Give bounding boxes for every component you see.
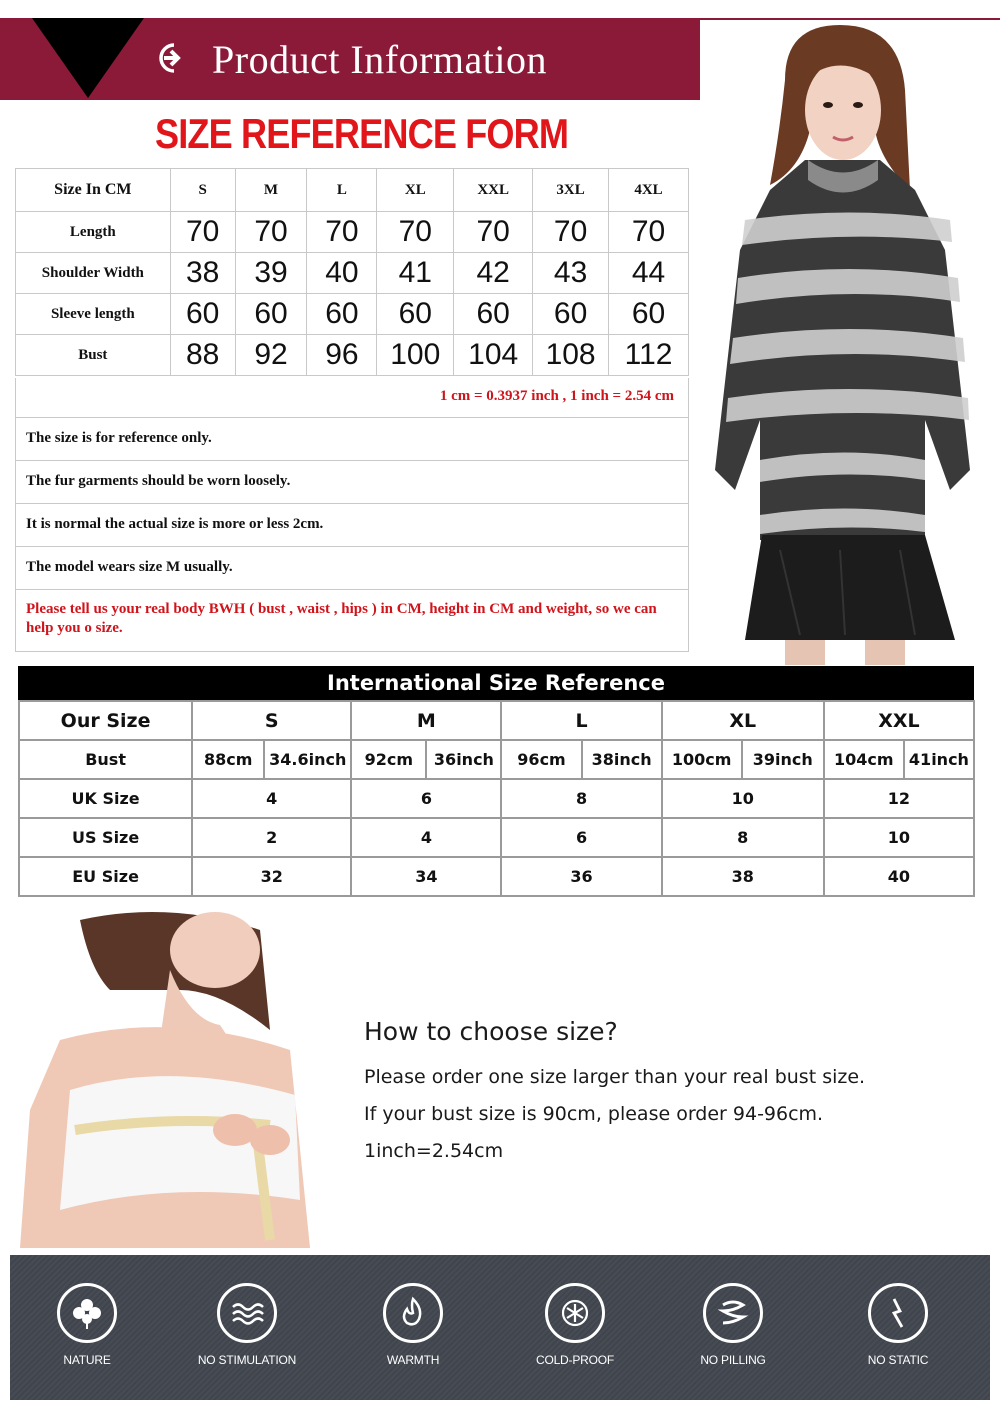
intl-row-label: Bust (19, 740, 192, 779)
intl-cell: 6 (351, 779, 501, 818)
feature-label: WARMTH (386, 1353, 440, 1367)
size-table-row-label: Bust (16, 335, 171, 376)
arrow-circle-icon (158, 42, 190, 74)
size-table-header-cell: XXL (454, 169, 533, 212)
feature-cold-proof (500, 1283, 650, 1367)
size-table-cell: 70 (307, 212, 377, 253)
how-to-line: If your bust size is 90cm, please order 94-96cm. (364, 1103, 824, 1125)
size-table-cell: 108 (533, 335, 609, 376)
bust-measuring-photo (20, 910, 320, 1248)
how-to-line: Please order one size larger than your real bust size. (364, 1066, 866, 1088)
size-reference-title: SIZE REFERENCE FORM (155, 110, 569, 157)
intl-bust-cm: 88cm (192, 740, 264, 779)
features-bar (10, 1255, 990, 1400)
size-table-cell: 60 (170, 294, 235, 335)
coil-icon (703, 1283, 763, 1343)
feature-no-stimulation (172, 1283, 322, 1367)
feature-no-pilling (658, 1283, 808, 1367)
intl-bust-inch: 38inch (582, 740, 662, 779)
note-row: The size is for reference only. (15, 418, 689, 461)
size-table-cell: 96 (307, 335, 377, 376)
intl-bust-row (19, 740, 974, 779)
size-table-row-label: Sleeve length (16, 294, 171, 335)
intl-bust-inch: 36inch (426, 740, 501, 779)
intl-cell: 8 (501, 779, 661, 818)
size-table-row (16, 335, 689, 376)
intl-eu-row (19, 857, 974, 896)
feature-label: NATURE (63, 1353, 111, 1367)
intl-row-label: UK Size (19, 779, 192, 818)
intl-cell: 4 (351, 818, 501, 857)
size-table-cell: 60 (533, 294, 609, 335)
size-table-header-cell: L (307, 169, 377, 212)
size-table-cell: 88 (170, 335, 235, 376)
feature-label: NO PILLING (700, 1353, 766, 1367)
size-table-cell: 40 (307, 253, 377, 294)
size-table-header-cell: S (170, 169, 235, 212)
international-size-title: International Size Reference (18, 666, 974, 700)
size-table-cell: 38 (170, 253, 235, 294)
page-title: Product Information (212, 37, 547, 82)
size-table-cell: 60 (235, 294, 307, 335)
size-table-cell: 70 (377, 212, 454, 253)
size-table-row (16, 212, 689, 253)
size-table-cell: 70 (235, 212, 307, 253)
size-table-cell: 42 (454, 253, 533, 294)
measurement-request-note: Please tell us your real body BWH ( bust , waist , hips ) in CM, height in CM and weight, so we can help you o size. (15, 590, 689, 652)
intl-bust-inch: 39inch (742, 740, 824, 779)
intl-cell: 6 (501, 818, 661, 857)
size-table-header-cell: M (235, 169, 307, 212)
how-to-line: 1inch=2.54cm (364, 1140, 504, 1162)
feature-no-static (823, 1283, 973, 1367)
intl-bust-cm: 100cm (662, 740, 742, 779)
lightning-icon (868, 1283, 928, 1343)
size-table-header-cell: 3XL (533, 169, 609, 212)
intl-bust-cm: 92cm (351, 740, 426, 779)
intl-cell: 40 (824, 857, 974, 896)
intl-cell: 10 (824, 818, 974, 857)
intl-size-cell: L (501, 701, 661, 740)
size-table-header-cell: Size In CM (16, 169, 171, 212)
size-table-header-row (16, 169, 689, 212)
intl-cell: 32 (192, 857, 351, 896)
size-table-cell: 112 (609, 335, 689, 376)
clover-icon (57, 1283, 117, 1343)
intl-cell: 4 (192, 779, 351, 818)
intl-cell: 2 (192, 818, 351, 857)
size-table-cell: 70 (609, 212, 689, 253)
size-table-cell: 60 (377, 294, 454, 335)
conversion-note: 1 cm = 0.3937 inch , 1 inch = 2.54 cm (439, 388, 674, 404)
size-reference-table (15, 168, 689, 376)
size-table-row (16, 253, 689, 294)
size-table-row-label: Length (16, 212, 171, 253)
intl-size-row (19, 701, 974, 740)
size-table-cell: 60 (454, 294, 533, 335)
size-table-cell: 41 (377, 253, 454, 294)
intl-bust-inch: 34.6inch (264, 740, 351, 779)
intl-row-label: US Size (19, 818, 192, 857)
size-table-cell: 104 (454, 335, 533, 376)
model-photo (700, 20, 1000, 665)
international-size-table (18, 700, 975, 897)
feature-label: COLD-PROOF (535, 1353, 614, 1367)
intl-uk-row (19, 779, 974, 818)
intl-size-cell: S (192, 701, 351, 740)
note-row: The model wears size M usually. (15, 547, 689, 590)
size-table-cell: 100 (377, 335, 454, 376)
feature-warmth (338, 1283, 488, 1367)
size-table-cell: 43 (533, 253, 609, 294)
flame-icon (383, 1283, 443, 1343)
intl-bust-cm: 96cm (501, 740, 581, 779)
intl-cell: 12 (824, 779, 974, 818)
intl-us-row (19, 818, 974, 857)
note-row: The fur garments should be worn loosely. (15, 461, 689, 504)
size-table-row-label: Shoulder Width (16, 253, 171, 294)
size-table-cell: 60 (609, 294, 689, 335)
size-table-cell: 70 (170, 212, 235, 253)
snowflake-shield-icon (545, 1283, 605, 1343)
header-triangle-decoration (32, 18, 144, 98)
intl-size-cell: XL (662, 701, 824, 740)
intl-cell: 38 (662, 857, 824, 896)
intl-row-label: EU Size (19, 857, 192, 896)
feature-label: NO STIMULATION (197, 1353, 297, 1367)
size-table-cell: 44 (609, 253, 689, 294)
intl-bust-cm: 104cm (824, 740, 904, 779)
feature-nature (12, 1283, 162, 1367)
how-to-title: How to choose size? (364, 1017, 618, 1046)
note-row: It is normal the actual size is more or less 2cm. (15, 504, 689, 547)
feature-label: NO STATIC (867, 1353, 929, 1367)
intl-size-cell: M (351, 701, 501, 740)
intl-cell: 10 (662, 779, 824, 818)
size-table-row (16, 294, 689, 335)
intl-cell: 8 (662, 818, 824, 857)
size-table-cell: 92 (235, 335, 307, 376)
size-table-header-cell: 4XL (609, 169, 689, 212)
size-table-header-cell: XL (377, 169, 454, 212)
size-table-cell: 60 (307, 294, 377, 335)
intl-cell: 34 (351, 857, 501, 896)
size-table-cell: 39 (235, 253, 307, 294)
intl-size-cell: XXL (824, 701, 974, 740)
conversion-row (15, 378, 689, 418)
intl-row-label: Our Size (19, 701, 192, 740)
size-table-cell: 70 (533, 212, 609, 253)
intl-bust-inch: 41inch (904, 740, 974, 779)
intl-cell: 36 (501, 857, 661, 896)
size-table-cell: 70 (454, 212, 533, 253)
waves-icon (217, 1283, 277, 1343)
